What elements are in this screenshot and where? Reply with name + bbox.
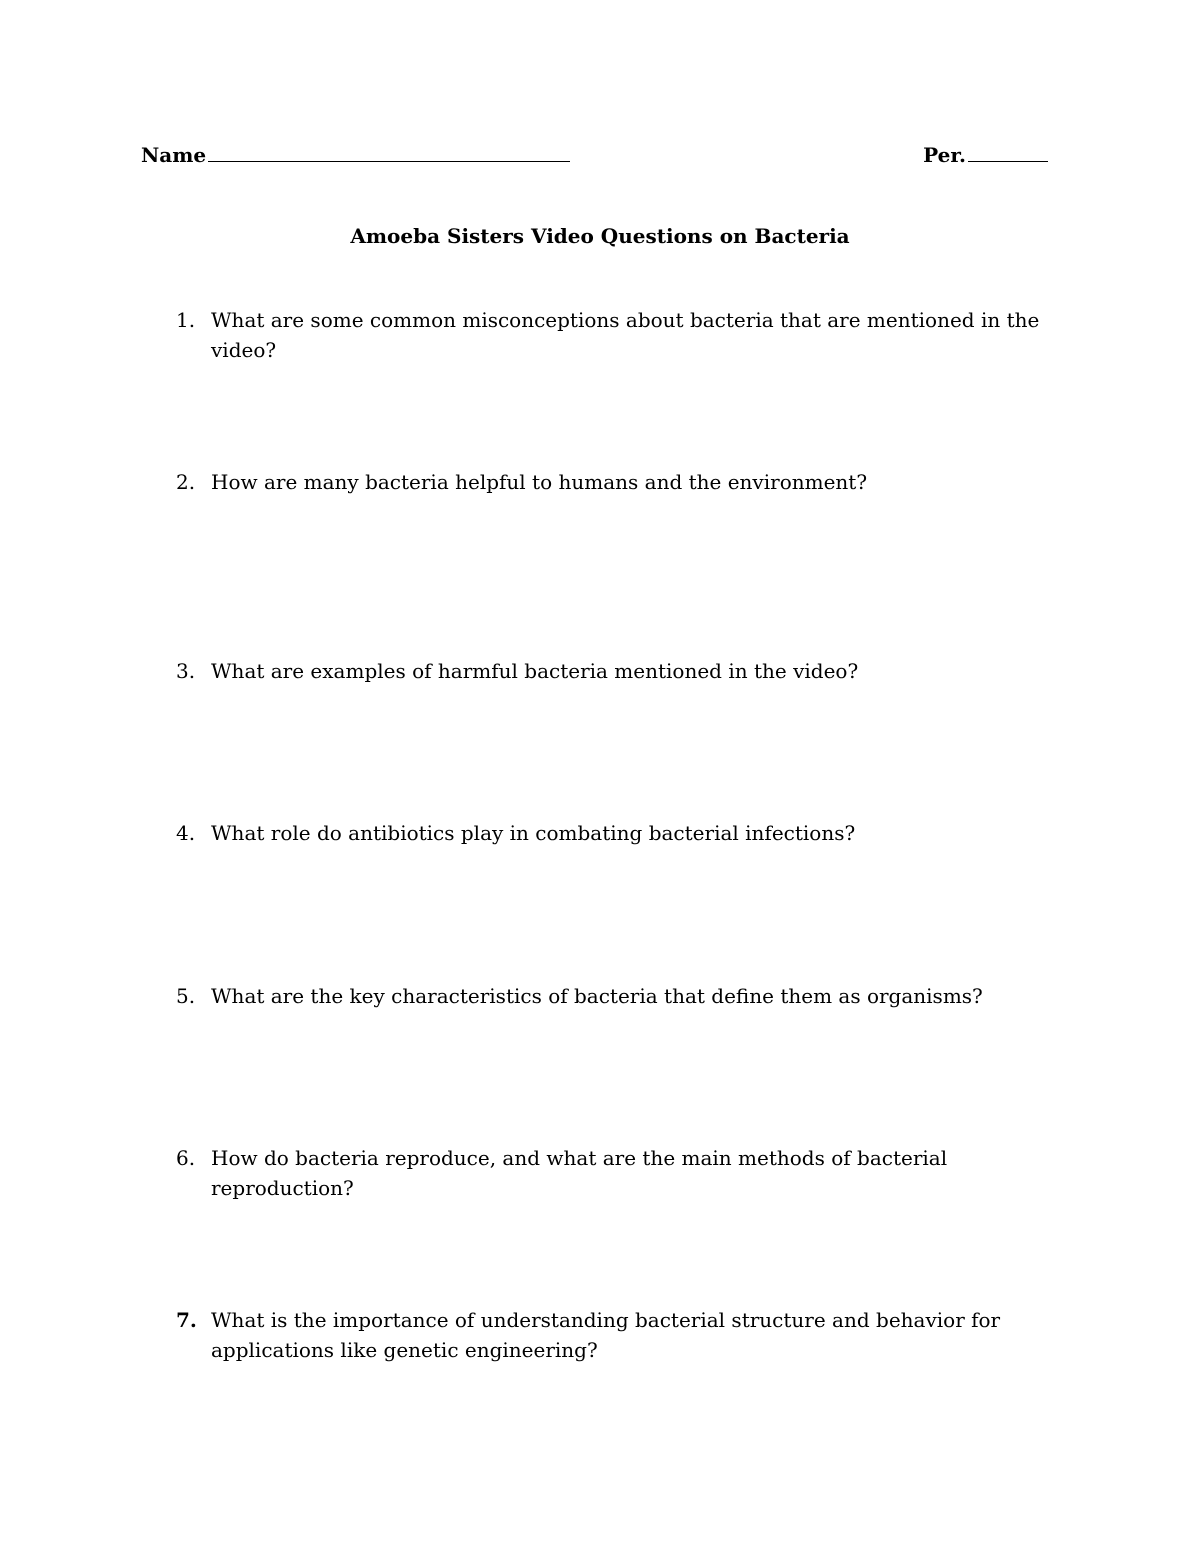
question-number: 3. — [176, 659, 196, 683]
question-item — [176, 818, 1056, 848]
period-label: Per. — [923, 143, 966, 167]
question-number: 5. — [176, 984, 196, 1008]
name-label: Name — [141, 143, 207, 167]
header-row — [141, 143, 1048, 173]
question-text: How do bacteria reproduce, and what are the main methods of bacterial reproduction? — [211, 1146, 948, 1200]
question-number: 1. — [176, 308, 196, 332]
question-text: What role do antibiotics play in combating bacterial infections? — [211, 821, 856, 845]
question-text: What are the key characteristics of bacteria that define them as organisms? — [211, 984, 983, 1008]
worksheet-title: Amoeba Sisters Video Questions on Bacteria — [350, 224, 850, 248]
question-item — [176, 1305, 1056, 1365]
question-text: How are many bacteria helpful to humans and the environment? — [211, 470, 868, 494]
name-field — [141, 143, 570, 167]
question-number: 2. — [176, 470, 196, 494]
question-item — [176, 1143, 1056, 1203]
question-text: What are some common misconceptions about bacteria that are mentioned in the video? — [211, 308, 1040, 362]
question-item — [176, 467, 1056, 497]
period-blank-line[interactable] — [968, 143, 1048, 162]
period-field — [923, 143, 1048, 167]
question-item — [176, 656, 1056, 686]
question-item — [176, 305, 1056, 365]
question-text: What are examples of harmful bacteria mentioned in the video? — [211, 659, 859, 683]
question-text: What is the importance of understanding bacterial structure and behavior for applications like genetic engineering? — [211, 1308, 1001, 1362]
question-number: 6. — [176, 1146, 196, 1170]
question-number: 4. — [176, 821, 196, 845]
name-blank-line[interactable] — [208, 143, 570, 162]
question-number: 7. — [176, 1308, 197, 1332]
question-item — [176, 981, 1056, 1011]
